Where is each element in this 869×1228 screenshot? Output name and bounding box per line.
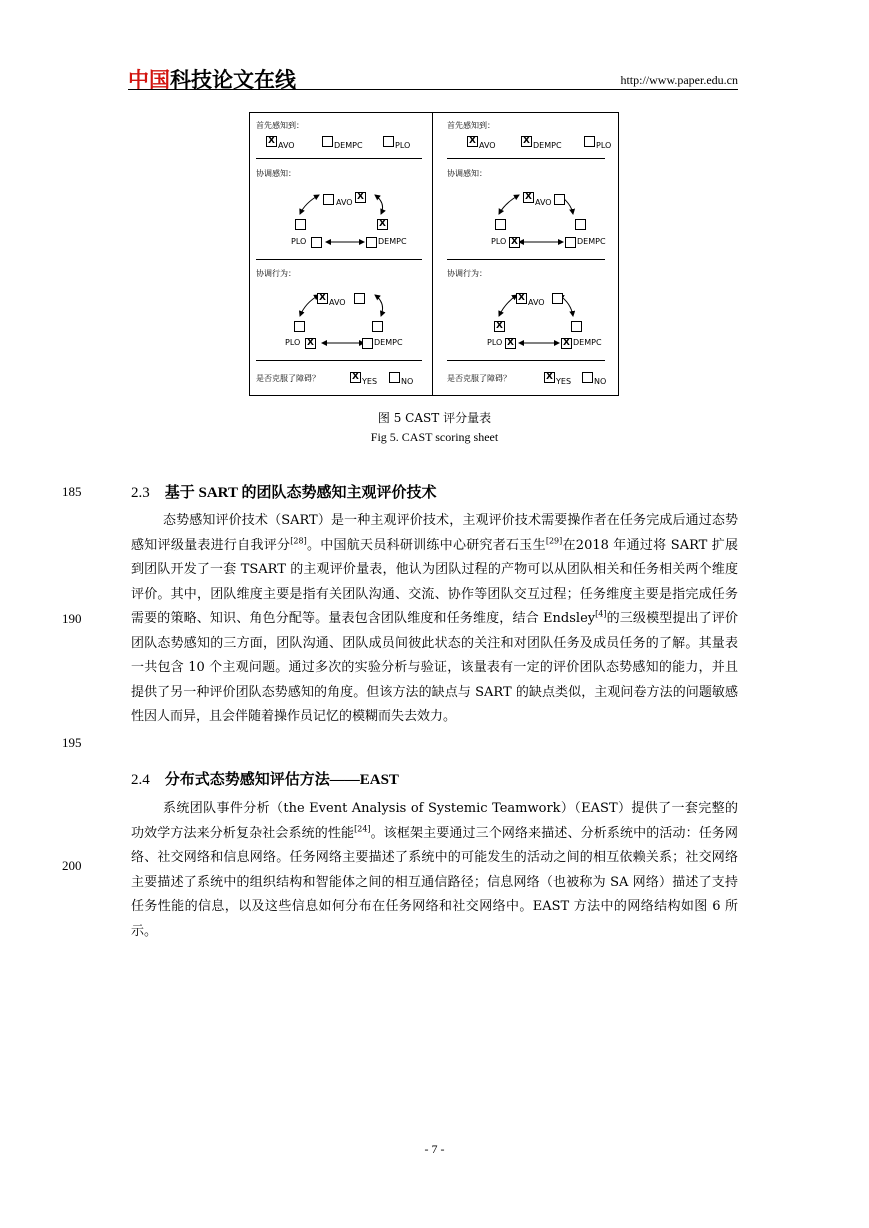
checkbox-plo-checked: X	[305, 338, 316, 349]
checkbox-avo-checked: X	[317, 293, 328, 304]
checkbox-dempc-checked: X	[561, 338, 572, 349]
q-first-perceived: 首先感知到：	[256, 121, 304, 130]
q-coordination-action: 协调行为：	[447, 269, 487, 278]
label-plo: PLO	[491, 237, 507, 246]
q-coordination-perception: 协调感知：	[447, 169, 487, 178]
label-dempc: DEMPC	[374, 338, 403, 347]
checkbox-right-node	[575, 219, 586, 230]
scoring-panel-left	[250, 113, 432, 395]
checkbox-right-node	[571, 321, 582, 332]
section-heading-2-3	[131, 481, 436, 502]
section-heading-2-4	[131, 768, 399, 789]
citation: [28]	[290, 536, 307, 546]
citation: [24]	[354, 824, 371, 834]
q-first-perceived: 首先感知到：	[447, 121, 495, 130]
label-no: NO	[594, 377, 607, 386]
header-rule	[128, 89, 738, 90]
checkbox-dempc-bottom	[565, 237, 576, 248]
figure-caption-en: Fig 5. CAST scoring sheet	[370, 430, 499, 444]
label-avo: AVO	[278, 141, 295, 150]
label-avo: AVO	[336, 198, 353, 207]
checkbox-avo-checked: X	[355, 192, 366, 203]
checkbox-plo-bottom	[311, 237, 322, 248]
citation: [4]	[595, 609, 607, 619]
label-avo: AVO	[329, 298, 346, 307]
checkbox-avo-checked: X	[266, 136, 277, 147]
citation: [29]	[545, 536, 563, 546]
checkbox-left-node	[294, 321, 305, 332]
label-avo: AVO	[535, 198, 552, 207]
row-divider	[256, 360, 422, 361]
checkbox-plo-checked: X	[509, 237, 520, 248]
label-plo: PLO	[487, 338, 503, 347]
checkbox-no	[582, 372, 593, 383]
checkbox-dempc-bottom	[362, 338, 373, 349]
label-plo: PLO	[596, 141, 612, 150]
checkbox-dempc-bottom	[366, 237, 377, 248]
label-plo: PLO	[285, 338, 301, 347]
line-number: 200	[62, 858, 82, 873]
row-divider	[447, 259, 605, 260]
paragraph-sart: 态势感知评价技术（SART）是一种主观评价技术，主观评价技术需要操作者在任务完成后通过态势感知评级量表进行自我评分[28]。中国航天员科研训练中心研究者石玉生[29]在2018 年通过将 SART 扩展到团队开发了一套 TSART 的主观评价量表，他认为团队过程的产物可以从团队相关和任务相关两个维度评价。其中，团队维度主要是指有关团队沟通、交流、协作等团队交互过程；任务维度主要是指完成任务需要的策略、知识、角色分配等。量表包含团队维度和任务维度，结合 Endsley[4]的三级模型提出了评价团队态势感知的三方面，团队沟通、团队成员间彼此状态的关注和对团队任务及成员任务的了解。其量表一共包含 10 个主观问题。通过多次的实验分析与验证，该量表有一定的评价团队态势感知的能力，并且提供了另一种评价团队态势感知的角度。但该方法的缺点与 SART 的缺点类似，主观问卷方法的问题敏感性因人而异，且会伴随着操作员记忆的模糊而失去效力。	[131, 513, 738, 724]
checkbox-right-node-checked: X	[377, 219, 388, 230]
triangle-arrows-upper	[433, 113, 615, 395]
line-number: 185	[62, 484, 82, 499]
checkbox-avo-checked: X	[523, 192, 534, 203]
label-dempc: DEMPC	[573, 338, 602, 347]
label-dempc: DEMPC	[378, 237, 407, 246]
checkbox-avo-right	[354, 293, 365, 304]
checkbox-avo-checked: X	[516, 293, 527, 304]
checkbox-no	[389, 372, 400, 383]
header-url: http://www.paper.edu.cn	[620, 73, 738, 87]
q-overcome-obstacle: 是否克服了障碍？	[447, 374, 511, 383]
figure-caption-cn: 图 5 CAST 评分量表	[377, 411, 492, 425]
checkbox-avo-top	[323, 194, 334, 205]
q-coordination-perception: 协调感知：	[256, 169, 296, 178]
q-overcome-obstacle: 是否克服了障碍？	[256, 374, 320, 383]
label-dempc: DEMPC	[533, 141, 562, 150]
checkbox-avo-right	[552, 293, 563, 304]
label-dempc: DEMPC	[334, 141, 363, 150]
label-dempc: DEMPC	[577, 237, 606, 246]
label-avo: AVO	[528, 298, 545, 307]
section-number: 2.4	[131, 772, 150, 788]
page-number: - 7 -	[424, 1142, 445, 1156]
label-plo: PLO	[395, 141, 411, 150]
label-avo: AVO	[479, 141, 496, 150]
checkbox-avo-checked: X	[467, 136, 478, 147]
row-divider	[447, 360, 605, 361]
cast-scoring-sheet-figure	[249, 112, 619, 396]
label-plo: PLO	[291, 237, 307, 246]
q-coordination-action: 协调行为：	[256, 269, 296, 278]
line-number: 195	[62, 735, 82, 750]
site-logo: 中国科技论文在线	[128, 68, 296, 92]
checkbox-yes-checked: X	[350, 372, 361, 383]
checkbox-left-node-checked: X	[494, 321, 505, 332]
row-divider	[256, 259, 422, 260]
section-title: 基于 SART 的团队态势感知主观评价技术	[164, 485, 437, 501]
checkbox-avo-right	[554, 194, 565, 205]
checkbox-plo-checked: X	[505, 338, 516, 349]
checkbox-left-node	[495, 219, 506, 230]
triangle-arrows-upper	[250, 113, 432, 395]
checkbox-left-node	[295, 219, 306, 230]
paragraph-east: 系统团队事件分析（the Event Analysis of Systemic Teamwork）（EAST）提供了一套完整的功效学方法来分析复杂社会系统的性能[24]。该框架主要通过三个网络来描述、分析系统中的活动：任务网络、社交网络和信息网络。任务网络主要描述了系统中的可能发生的活动之间的相互依赖关系；社交网络主要描述了系统中的组织结构和智能体之间的相互通信路径；信息网络（也被称为 SA 网络）描述了支持任务性能的信息，以及这些信息如何分布在任务网络和社交网络中。EAST 方法中的网络结构如图 6 所示。	[131, 801, 738, 939]
label-no: NO	[401, 377, 414, 386]
checkbox-yes-checked: X	[544, 372, 555, 383]
section-title: 分布式态势感知评估方法——EAST	[164, 772, 399, 788]
section-number: 2.3	[131, 485, 150, 501]
label-yes: YES	[362, 377, 378, 386]
checkbox-right-node	[372, 321, 383, 332]
checkbox-dempc-checked: X	[521, 136, 532, 147]
line-number: 190	[62, 611, 82, 626]
label-yes: YES	[556, 377, 572, 386]
scoring-panel-right	[433, 113, 615, 395]
